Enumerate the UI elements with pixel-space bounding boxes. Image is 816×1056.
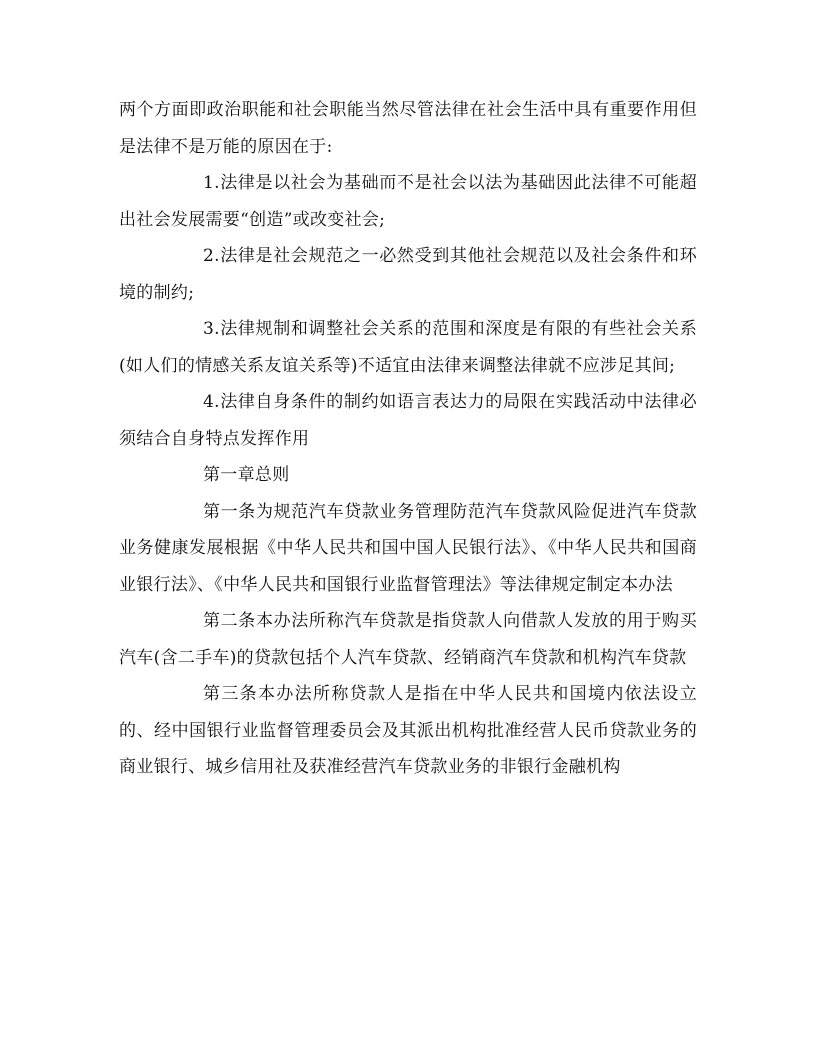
intro-paragraph: 两个方面即政治职能和社会职能当然尽管法律在社会生活中具有重要作用但是法律不是万能的原因在于: bbox=[119, 100, 697, 157]
article-3-paragraph: 第三条本办法所称贷款人是指在中华人民共和国境内依法设立的、经中国银行业监督管理委员会及其派出机构批准经营人民币贷款业务的商业银行、城乡信用社及获准经营汽车贷款业务的非银行金融机构 bbox=[119, 684, 697, 777]
reason-3-paragraph: 3.法律规制和调整社会关系的范围和深度是有限的有些社会关系(如人们的情感关系友谊关系等)不适宜由法律来调整法律就不应涉足其间; bbox=[119, 319, 697, 376]
reason-1-paragraph: 1.法律是以社会为基础而不是社会以法为基础因此法律不可能超出社会发展需要“创造”或改变社会; bbox=[119, 173, 697, 230]
article-2-paragraph: 第二条本办法所称汽车贷款是指贷款人向借款人发放的用于购买汽车(含二手车)的贷款包括个人汽车贷款、经销商汽车贷款和机构汽车贷款 bbox=[119, 611, 697, 668]
document-page bbox=[119, 92, 697, 786]
reason-4-paragraph: 4.法律自身条件的制约如语言表达力的局限在实践活动中法律必须结合自身特点发挥作用 bbox=[119, 392, 697, 449]
reason-2-paragraph: 2.法律是社会规范之一必然受到其他社会规范以及社会条件和环境的制约; bbox=[119, 246, 697, 303]
article-1-paragraph: 第一条为规范汽车贷款业务管理防范汽车贷款风险促进汽车贷款业务健康发展根据《中华人民共和国中国人民银行法》、《中华人民共和国商业银行法》、《中华人民共和国银行业监督管理法》等法律规定制定本办法 bbox=[119, 501, 697, 595]
chapter-heading: 第一章总则 bbox=[203, 465, 290, 485]
